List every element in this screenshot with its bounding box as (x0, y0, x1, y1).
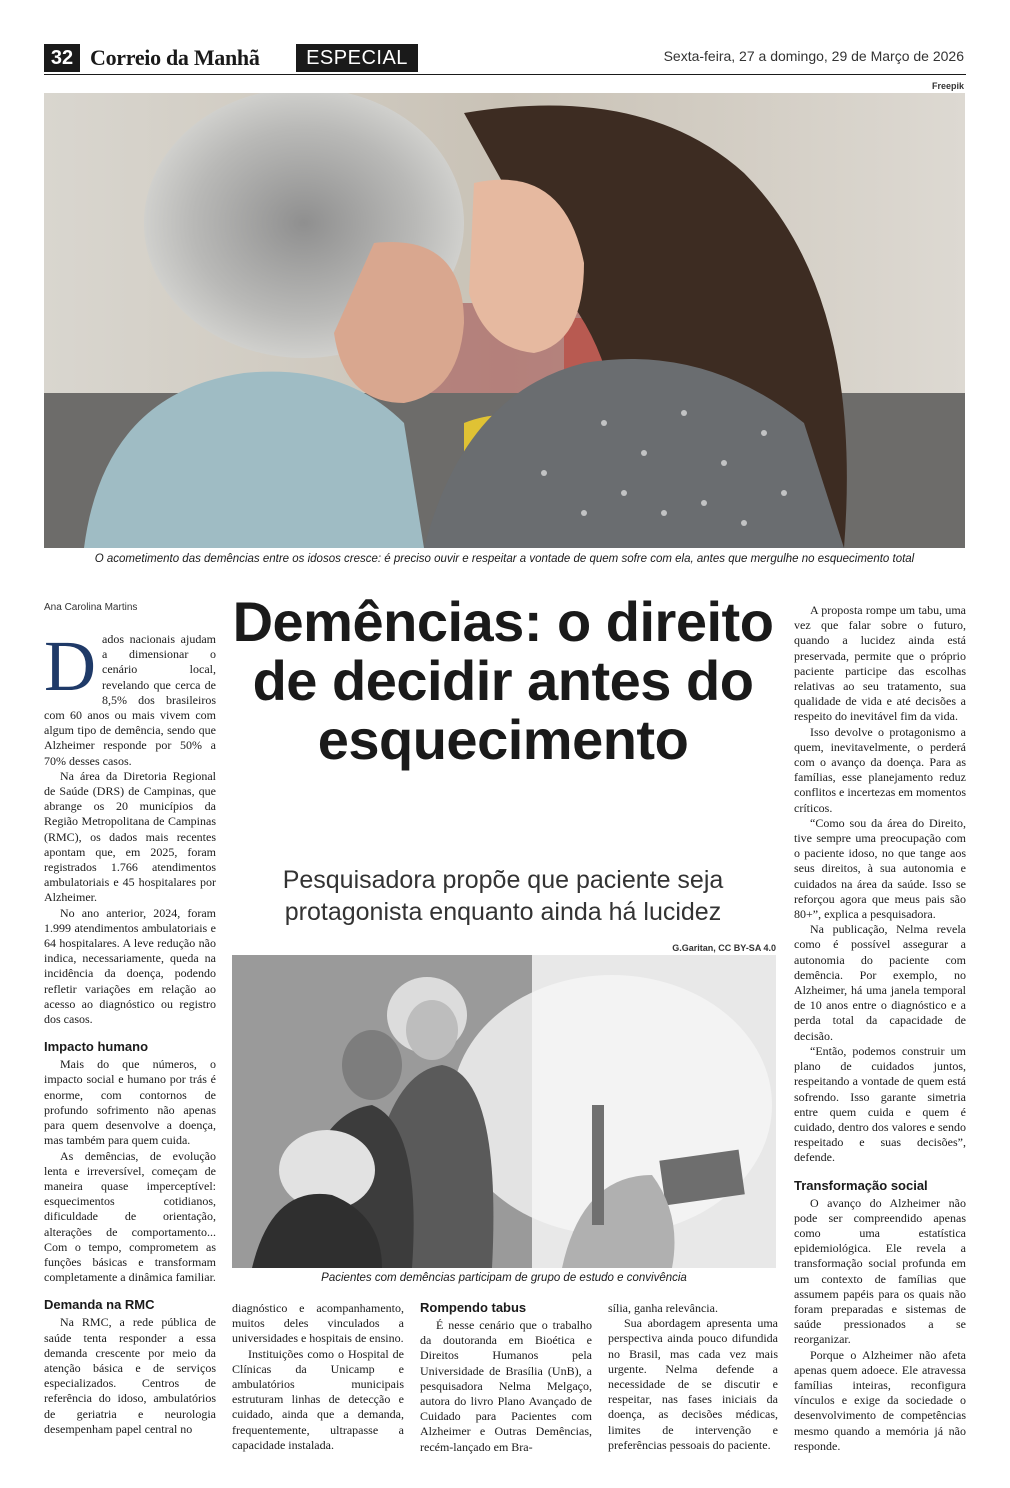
subtitle: Pesquisadora propõe que paciente seja protagonista enquanto ainda há lucidez (282, 866, 724, 926)
mid-photo (232, 955, 776, 1268)
paragraph: sília, ganha relevância. (608, 1301, 718, 1315)
paragraph: Na RMC, a rede pública de saúde tenta responder a essa demanda crescente por meio da atenção básica e de serviços especializados. Centros de referência do idoso, ambulatórios de geriatria e neurologia desempenham papel central no (44, 1315, 216, 1436)
paragraph: “Então, podemos construir um plano de cuidados juntos, respeitando a vontade de quem está sofrendo. Isso garante simetria entre quem cuida e quem é cuidado, dentro dos valores e sendo respeitado e suas decisões”, defende. (794, 1043, 966, 1165)
subhead-impacto-humano: Impacto humano (44, 1039, 149, 1055)
paragraph: diagnóstico e acompanhamento, muitos deles vinculados a universidades e hospitais de ensino. (232, 1301, 404, 1346)
paragraph: O avanço do Alzheimer não pode ser compreendido apenas como uma estatística epidemiológica. Ele revela a transformação social profunda em um contexto de famílias que assumem papéis para os quais não foram preparadas e sistemas de saúde pressionados a se reorganizar. (794, 1195, 966, 1347)
paragraph: A proposta rompe um tabu, uma vez que falar sobre o futuro, quando a lucidez ainda está preservada, permite que o próprio paciente participe das escolhas relativas ao seu tratamento, sua qualidade de vida e até decisões a respeito do inevitável fim da vida. (794, 603, 966, 724)
paragraph: Mais do que números, o impacto social e humano por trás é enorme, com contornos de profundo sofrimento não apenas para quem desenvolve a doença, mas também para quem cuida. (44, 1057, 216, 1148)
top-photo-caption: O acometimento das demências entre os idosos cresce: é preciso ouvir e respeitar a vontade de quem sofre com ela, antes que mergulhe no esquecimento total (94, 553, 915, 565)
mid-photo-credit: G.Garitan, CC BY-SA 4.0 (672, 943, 776, 953)
subhead-rompendo-tabus: Rompendo tabus (420, 1300, 527, 1315)
mid-photo-caption: Pacientes com demências participam de grupo de estudo e convivência (321, 1272, 687, 1284)
paragraph: Na publicação, Nelma revela como é possível assegurar a autonomia do paciente com demência. Por exemplo, no Alzheimer, há uma janela temporal de 10 anos entre o diagnóstico e a perda total da capacidade de decisão. (794, 922, 966, 1043)
paragraph: Isso devolve o protagonismo a quem, inevitavelmente, o perderá com o avanço da doença. Para as famílias, esse planejamento reduz conflitos e incertezas em momentos críticos. (794, 724, 966, 815)
column-5 (794, 603, 966, 1454)
paragraph: Instituições como o Hospital de Clínicas da Unicamp e ambulatórios municipais estruturam linhas de detecção e cuidado, ainda que a demanda, frequentemente, ultrapasse a capacidade instalada. (232, 1346, 404, 1452)
paragraph: As demências, de evolução lenta e irreversível, começam de maneira quase imperceptível: esquecimentos cotidianos, dificuldade de orientação, alterações de comportamento... Com o tempo, comprometem as funções básicas e transformam completamente a dinâmica familiar. (44, 1148, 216, 1285)
page-number: 32 (44, 44, 80, 72)
top-photo (44, 93, 965, 548)
mid-photo-illustration (232, 955, 776, 1268)
subhead-demanda-rmc: Demanda na RMC (44, 1297, 155, 1313)
paragraph: É nesse cenário que o trabalho da doutoranda em Bioética e Direitos Humanos pela Universidade de Brasília (UnB), a pesquisadora Nelma Melgaço, autora do livro Plano Avançado de Cuidado para Pacientes com Alzheimer e Outras Demências, recém-lançado em Bra- (420, 1318, 592, 1454)
lead-paragraph-text: ados nacionais ajudam a dimensionar o cenário local, revelando que cerca de 8,5% dos brasileiros com 60 anos ou mais vivem com algum tipo de demência, sendo que Alzheimer responde por 50% a 70% desses casos. (44, 632, 216, 768)
byline: Ana Carolina Martins (44, 602, 138, 613)
section-tag: ESPECIAL (296, 44, 418, 72)
subhead-transformacao-social: Transformação social (794, 1177, 928, 1193)
paragraph: No ano anterior, 2024, foram 1.999 atendimentos ambulatoriais e 64 hospitalares. A leve redução não indica, necessariamente, queda na incidência da doença, podendo refletir variações em relação ao acesso ao diagnóstico ou registro dos casos. (44, 905, 216, 1027)
paragraph: “Como sou da área do Direito, tive sempre uma preocupação com o paciente idoso, no que tange aos seus direitos, à sua autonomia e cuidados na área da saúde. Isso se reforçou agora que meus pais são 80+”, explica a pesquisadora. (794, 815, 966, 922)
dropcap: D (44, 626, 96, 706)
column-1 (44, 626, 216, 1437)
issue-date: Sexta-feira, 27 a domingo, 29 de Março de 2026 (663, 48, 964, 64)
lead-paragraph (44, 626, 216, 769)
paragraph: Porque o Alzheimer não afeta apenas quem adoece. Ele atravessa famílias inteiras, reconfigura vínculos e exige da sociedade o desenvolvimento de competências mesmo quando a memória já não responde. (794, 1347, 966, 1453)
column-3 (420, 1288, 592, 1455)
paragraph: Sua abordagem apresenta uma perspectiva ainda pouco difundida no Brasil, mas cada vez mais urgente. Nelma defende a necessidade de se discutir e respeitar, nas fases iniciais da doença, as decisões médicas, limites de intervenção e preferências pessoais do paciente. (608, 1316, 778, 1452)
column-4 (608, 1301, 778, 1453)
headline: Demências: o direito de decidir antes do esquecimento (232, 590, 774, 771)
paragraph: Na área da Diretoria Regional de Saúde (DRS) de Campinas, que abrange os 20 municípios da Região Metropolitana de Campinas (RMC), os dados mais recentes apontam que, em 2025, foram registrados 1.766 atendimentos ambulatoriais e 45 hospitalares por Alzheimer. (44, 768, 216, 905)
top-photo-credit: Freepik (931, 81, 964, 91)
masthead: Correio da Manhã (90, 45, 260, 70)
header-rule (44, 74, 966, 75)
column-2 (232, 1301, 404, 1453)
top-photo-illustration (44, 93, 965, 548)
